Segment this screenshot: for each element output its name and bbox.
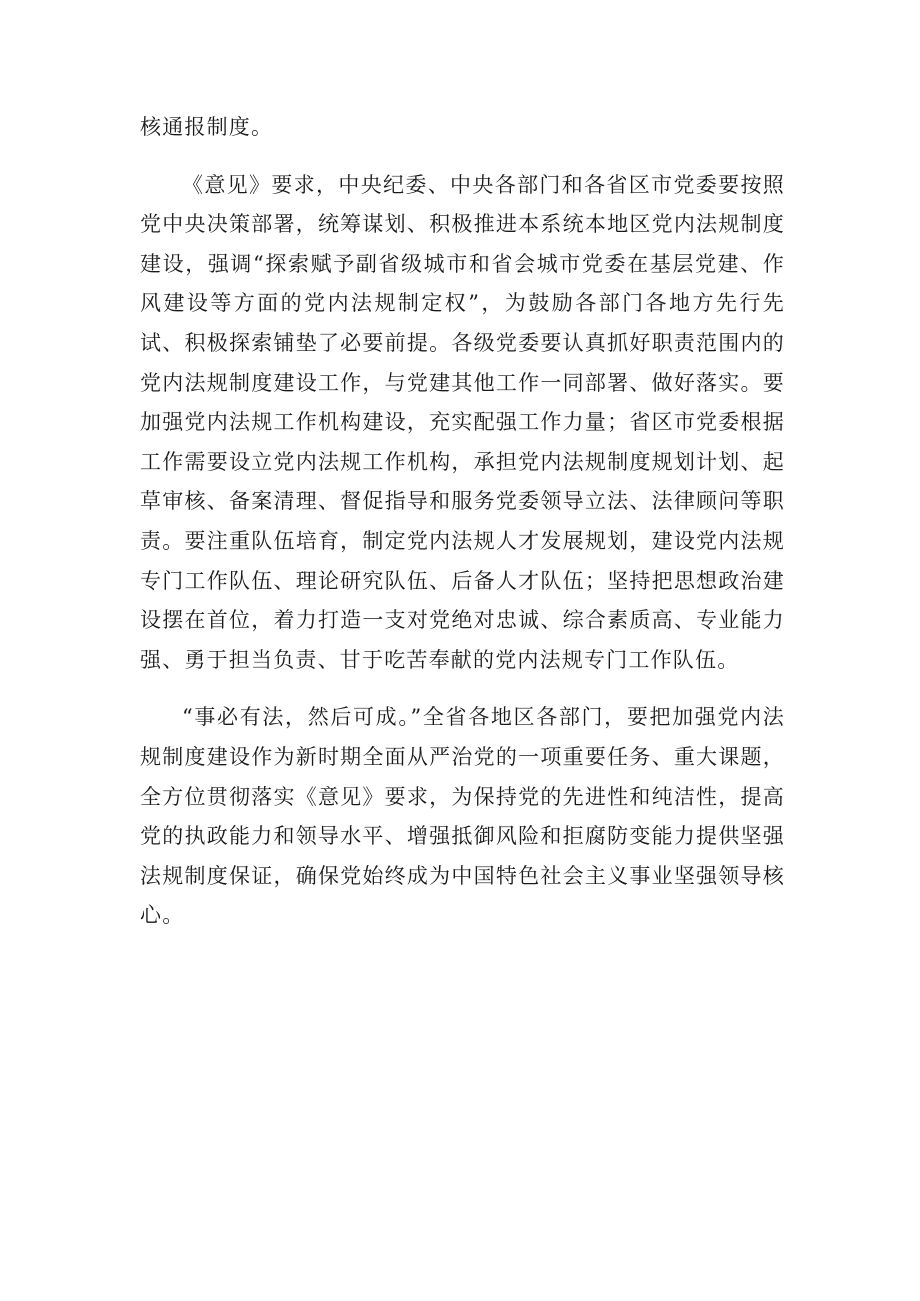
paragraph-conclusion: “事必有法，然后可成。”全省各地区各部门，要把加强党内法规制度建设作为新时期全面从严治党的一项重要任务、重大课题，全方位贯彻落实《意见》要求，为保持党的先进性和纯洁性，提高党的执政能力和领导水平、增强抵御风险和拒腐防变能力提供坚强法规制度保证，确保党始终成为中国特色社会主义事业坚强领导核心。 xyxy=(140,705,785,928)
document-body xyxy=(140,108,785,936)
paragraph-opinion-requirements: 《意见》要求，中央纪委、中央各部门和各省区市党委要按照党中央决策部署，统筹谋划、积极推进本系统本地区党内法规制度建设，强调“探索赋予副省级城市和省会城市党委在基层党建、作风建设等方面的党内法规制定权”，为鼓励各部门各地方先行先试、积极探索铺垫了必要前提。各级党委要认真抓好职责范围内的党内法规制度建设工作，与党建其他工作一同部署、做好落实。要加强党内法规工作机构建设，充实配强工作力量；省区市党委根据工作需要设立党内法规工作机构，承担党内法规制度规划计划、起草审核、备案清理、督促指导和服务党委领导立法、法律顾问等职责。要注重队伍培育，制定党内法规人才发展规划，建设党内法规专门工作队伍、理论研究队伍、后备人才队伍；坚持把思想政治建设摆在首位，着力打造一支对党绝对忠诚、综合素质高、专业能力强、勇于担当负责、甘于吃苦奉献的党内法规专门工作队伍。 xyxy=(140,172,785,672)
paragraph-continuation: 核通报制度。 xyxy=(140,115,274,139)
